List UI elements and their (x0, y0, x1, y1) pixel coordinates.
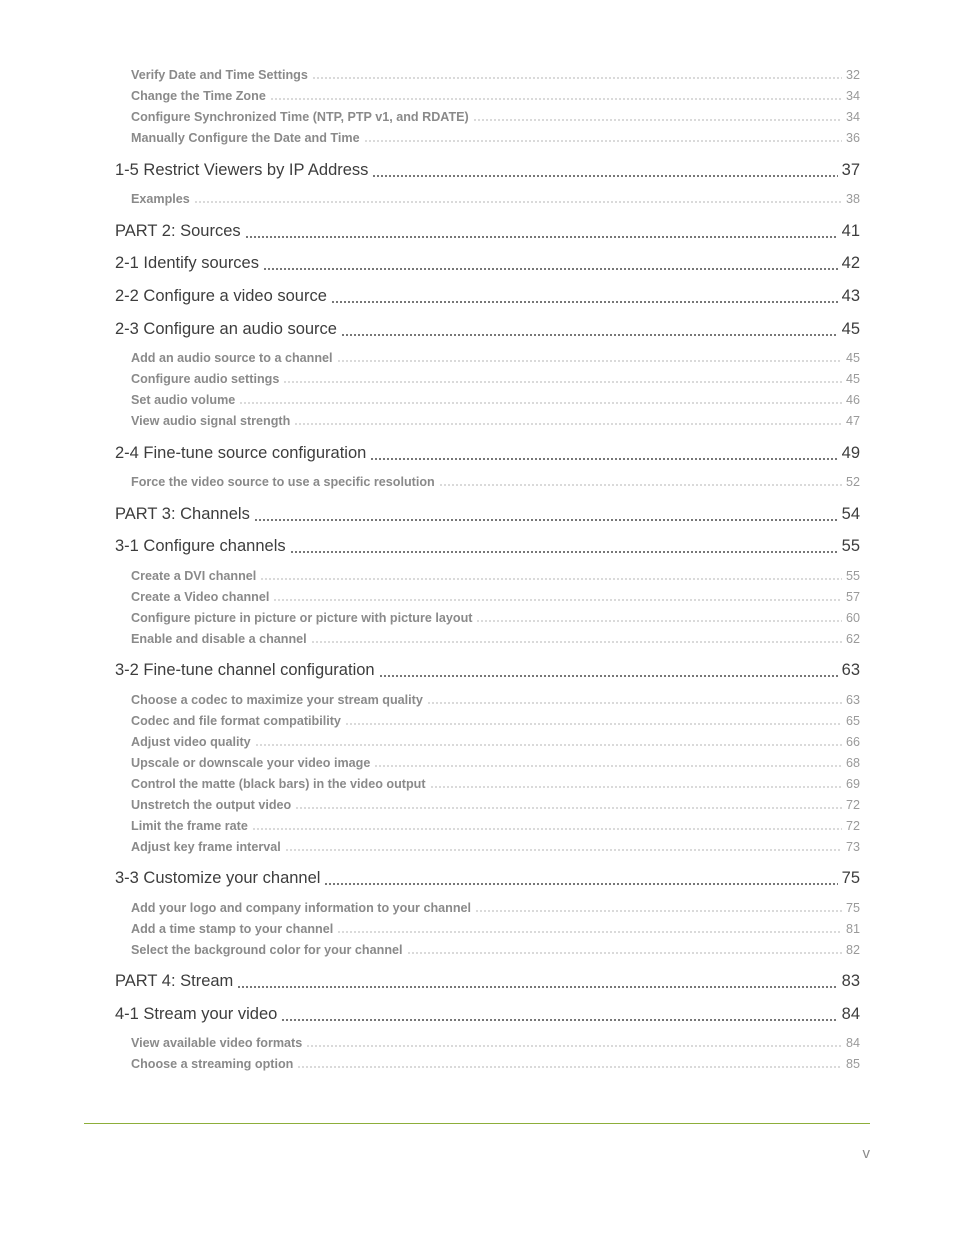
toc-entry-title: Add an audio source to a channel (131, 351, 333, 365)
dot-leader (341, 317, 838, 339)
toc-entry-page: 85 (845, 1057, 860, 1071)
toc-entry-title: 2-3 Configure an audio source (115, 320, 337, 338)
toc-entry-title: Unstretch the output video (131, 798, 292, 812)
toc-entry-title: Set audio volume (131, 393, 236, 407)
toc-entry[interactable] (131, 567, 860, 583)
toc-entry[interactable] (131, 66, 860, 82)
toc-entry-page: 52 (845, 475, 860, 489)
toc-entry[interactable] (115, 1002, 860, 1024)
toc-entry[interactable] (131, 588, 860, 604)
toc-entry-page: 42 (841, 254, 860, 272)
dot-leader (430, 775, 842, 791)
toc-entry-page: 73 (845, 840, 860, 854)
toc-entry[interactable] (131, 941, 860, 957)
toc-entry[interactable] (131, 838, 860, 854)
toc-entry-title: View available video formats (131, 1036, 303, 1050)
toc-entry[interactable] (115, 158, 860, 180)
toc-entry-title: Create a DVI channel (131, 569, 257, 583)
toc-entry[interactable] (115, 251, 860, 273)
toc-entry-page: 65 (845, 714, 860, 728)
dot-leader (283, 370, 842, 386)
toc-entry[interactable] (131, 609, 860, 625)
toc-entry-page: 84 (841, 1005, 860, 1023)
dot-leader (407, 941, 842, 957)
toc-entry-title: Create a Video channel (131, 590, 270, 604)
toc-entry-page: 69 (845, 777, 860, 791)
toc-entry-title: Upscale or downscale your video image (131, 756, 371, 770)
toc-entry[interactable] (131, 817, 860, 833)
toc-entry-title: PART 3: Channels (115, 505, 250, 523)
toc-entry[interactable] (115, 866, 860, 888)
dot-leader (260, 567, 842, 583)
toc-entry-page: 82 (845, 943, 860, 957)
toc-entry-title: 3-1 Configure channels (115, 537, 286, 555)
toc-entry-title: 2-2 Configure a video source (115, 287, 327, 305)
toc-entry-page: 84 (845, 1036, 860, 1050)
toc-entry-page: 41 (841, 222, 860, 240)
toc-entry-page: 34 (845, 89, 860, 103)
toc-entry-page: 83 (841, 972, 860, 990)
toc-entry[interactable] (115, 441, 860, 463)
dot-leader (473, 108, 842, 124)
dot-leader (364, 129, 842, 145)
dot-leader (337, 920, 842, 936)
toc-entry[interactable] (131, 190, 860, 206)
toc-entry[interactable] (115, 284, 860, 306)
toc-entry-title: 3-3 Customize your channel (115, 869, 321, 887)
toc-entry-page: 75 (845, 901, 860, 915)
toc-entry[interactable] (115, 969, 860, 991)
toc-entry-title: Choose a codec to maximize your stream quality (131, 693, 423, 707)
dot-leader (439, 473, 842, 489)
toc-entry[interactable] (115, 219, 860, 241)
toc-entry[interactable] (131, 1034, 860, 1050)
toc-entry[interactable] (131, 1055, 860, 1071)
toc-entry[interactable] (131, 108, 860, 124)
toc-entry[interactable] (115, 658, 860, 680)
toc-entry-title: View audio signal strength (131, 414, 291, 428)
toc-entry-title: 4-1 Stream your video (115, 1005, 278, 1023)
dot-leader (374, 754, 842, 770)
toc-entry[interactable] (115, 502, 860, 524)
dot-leader (312, 66, 842, 82)
toc-entry-page: 62 (845, 632, 860, 646)
toc-entry-page: 66 (845, 735, 860, 749)
dot-leader (239, 391, 842, 407)
toc-entry-page: 55 (845, 569, 860, 583)
toc-entry-title: 2-4 Fine-tune source configuration (115, 444, 367, 462)
dot-leader (294, 412, 842, 428)
toc-entry-page: 57 (845, 590, 860, 604)
toc-entry-page: 63 (841, 661, 860, 679)
page-number: v (862, 1145, 870, 1162)
dot-leader (245, 219, 838, 241)
toc-entry-page: 46 (845, 393, 860, 407)
dot-leader (476, 609, 842, 625)
toc-entry[interactable] (131, 129, 860, 145)
toc-entry-page: 55 (841, 537, 860, 555)
toc-entry-title: Configure audio settings (131, 372, 280, 386)
toc-entry-title: Force the video source to use a specific resolution (131, 475, 435, 489)
toc-entry-title: Limit the frame rate (131, 819, 248, 833)
toc-entry-title: Configure picture in picture or picture with picture layout (131, 611, 473, 625)
toc-entry[interactable] (131, 412, 860, 428)
toc-entry-page: 45 (845, 372, 860, 386)
toc-entry[interactable] (131, 691, 860, 707)
toc-entry-title: Choose a streaming option (131, 1057, 294, 1071)
dot-leader (252, 817, 842, 833)
dot-leader (295, 796, 842, 812)
toc-entry[interactable] (131, 712, 860, 728)
toc-entry-page: 43 (841, 287, 860, 305)
toc-entry-page: 38 (845, 192, 860, 206)
toc-entry-title: Enable and disable a channel (131, 632, 307, 646)
dot-leader (337, 349, 842, 365)
dot-leader (281, 1002, 837, 1024)
toc-entry-title: Adjust key frame interval (131, 840, 281, 854)
footer-rule (84, 1123, 870, 1124)
toc-entry[interactable] (131, 349, 860, 365)
toc-entry-title: Add a time stamp to your channel (131, 922, 334, 936)
toc-entry-title: Change the Time Zone (131, 89, 266, 103)
toc-entry-page: 72 (845, 819, 860, 833)
toc-entry[interactable] (115, 317, 860, 339)
dot-leader (290, 534, 838, 556)
dot-leader (270, 87, 842, 103)
dot-leader (372, 158, 837, 180)
dot-leader (345, 712, 842, 728)
toc-entry-page: 49 (841, 444, 860, 462)
dot-leader (427, 691, 842, 707)
toc-entry-title: Configure Synchronized Time (NTP, PTP v1, and RDATE) (131, 110, 469, 124)
toc-entry-title: Examples (131, 192, 190, 206)
toc-entry[interactable] (131, 899, 860, 915)
toc-entry[interactable] (131, 473, 860, 489)
toc-entry[interactable] (131, 391, 860, 407)
dot-leader (237, 969, 837, 991)
dot-leader (194, 190, 842, 206)
dot-leader (297, 1055, 842, 1071)
toc-entry[interactable] (131, 733, 860, 749)
toc-entry-page: 54 (841, 505, 860, 523)
toc-entry-page: 37 (841, 161, 860, 179)
toc-entry-page: 72 (845, 798, 860, 812)
toc-entry-title: Adjust video quality (131, 735, 251, 749)
dot-leader (255, 733, 842, 749)
toc-entry[interactable] (115, 534, 860, 556)
dot-leader (254, 502, 838, 524)
toc-entry-page: 32 (845, 68, 860, 82)
dot-leader (475, 899, 842, 915)
toc-entry-page: 60 (845, 611, 860, 625)
dot-leader (285, 838, 842, 854)
toc-entry[interactable] (131, 796, 860, 812)
toc-entry[interactable] (131, 775, 860, 791)
toc-entry-page: 47 (845, 414, 860, 428)
dot-leader (311, 630, 842, 646)
toc-entry-page: 68 (845, 756, 860, 770)
toc-entry[interactable] (131, 370, 860, 386)
toc-entry[interactable] (131, 920, 860, 936)
toc-entry[interactable] (131, 87, 860, 103)
toc-entry-page: 75 (841, 869, 860, 887)
toc-entry-page: 81 (845, 922, 860, 936)
toc-entry[interactable] (131, 754, 860, 770)
toc-entry-title: 2-1 Identify sources (115, 254, 259, 272)
toc-entry-page: 45 (845, 351, 860, 365)
toc-entry-title: Select the background color for your channel (131, 943, 403, 957)
toc-entry-title: Add your logo and company information to your channel (131, 901, 472, 915)
toc-entry-title: PART 4: Stream (115, 972, 234, 990)
toc-entry-page: 34 (845, 110, 860, 124)
toc-entry-page: 36 (845, 131, 860, 145)
dot-leader (379, 658, 838, 680)
toc-entry-title: Verify Date and Time Settings (131, 68, 308, 82)
dot-leader (306, 1034, 842, 1050)
toc-entry-title: PART 2: Sources (115, 222, 241, 240)
toc-entry-title: Manually Configure the Date and Time (131, 131, 360, 145)
toc-entry-page: 63 (845, 693, 860, 707)
toc-entry-title: 3-2 Fine-tune channel configuration (115, 661, 375, 679)
dot-leader (370, 441, 837, 463)
toc-entry-title: Control the matte (black bars) in the video output (131, 777, 426, 791)
dot-leader (324, 866, 837, 888)
dot-leader (273, 588, 842, 604)
toc-entry-page: 45 (841, 320, 860, 338)
toc-entry-title: 1-5 Restrict Viewers by IP Address (115, 161, 369, 179)
dot-leader (331, 284, 838, 306)
dot-leader (263, 251, 838, 273)
toc-entry-title: Codec and file format compatibility (131, 714, 341, 728)
toc-entry[interactable] (131, 630, 860, 646)
